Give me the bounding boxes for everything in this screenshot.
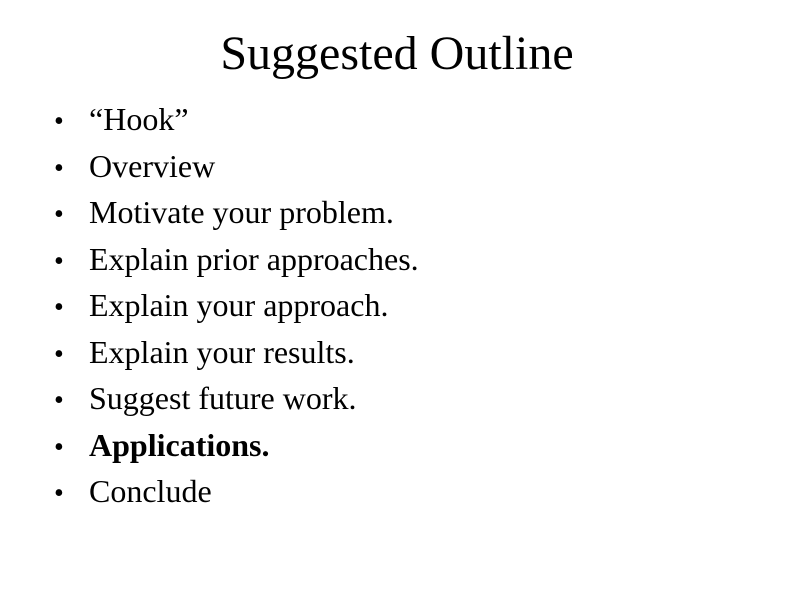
bullet-text: “Hook”	[89, 101, 189, 137]
bullet-dot-icon: •	[54, 338, 64, 370]
bullet-text: Explain your approach.	[89, 287, 389, 323]
bullet-item-motivate	[54, 189, 419, 236]
bullet-item-overview	[54, 143, 419, 190]
bullet-item-conclude	[54, 468, 419, 515]
bullet-text: Overview	[89, 147, 216, 184]
bullet-text: Suggest future work.	[89, 380, 357, 416]
bullet-text: Conclude	[89, 473, 212, 509]
bullet-dot-icon: •	[54, 385, 64, 416]
bullet-dot-icon: •	[54, 106, 64, 137]
bullet-text: Motivate your problem.	[89, 194, 394, 230]
bullet-item-future-work	[54, 375, 419, 422]
bullet-dot-icon: •	[54, 199, 64, 230]
bullet-dot-icon: •	[54, 478, 64, 509]
bullet-list	[54, 96, 419, 515]
bullet-dot-icon: •	[54, 431, 64, 463]
bullet-dot-icon: •	[54, 292, 64, 323]
bullet-item-prior-approaches	[54, 236, 419, 283]
bullet-dot-icon: •	[54, 245, 64, 277]
bullet-text: Applications.	[89, 426, 270, 463]
slide-title: Suggested Outline	[220, 27, 574, 80]
bullet-dot-icon: •	[54, 152, 64, 184]
bullet-text: Explain your results.	[89, 333, 355, 370]
bullet-text: Explain prior approaches.	[89, 240, 419, 277]
bullet-item-results	[54, 329, 419, 376]
bullet-item-hook	[54, 96, 419, 143]
bullet-item-applications	[54, 422, 419, 469]
bullet-item-your-approach	[54, 282, 419, 329]
